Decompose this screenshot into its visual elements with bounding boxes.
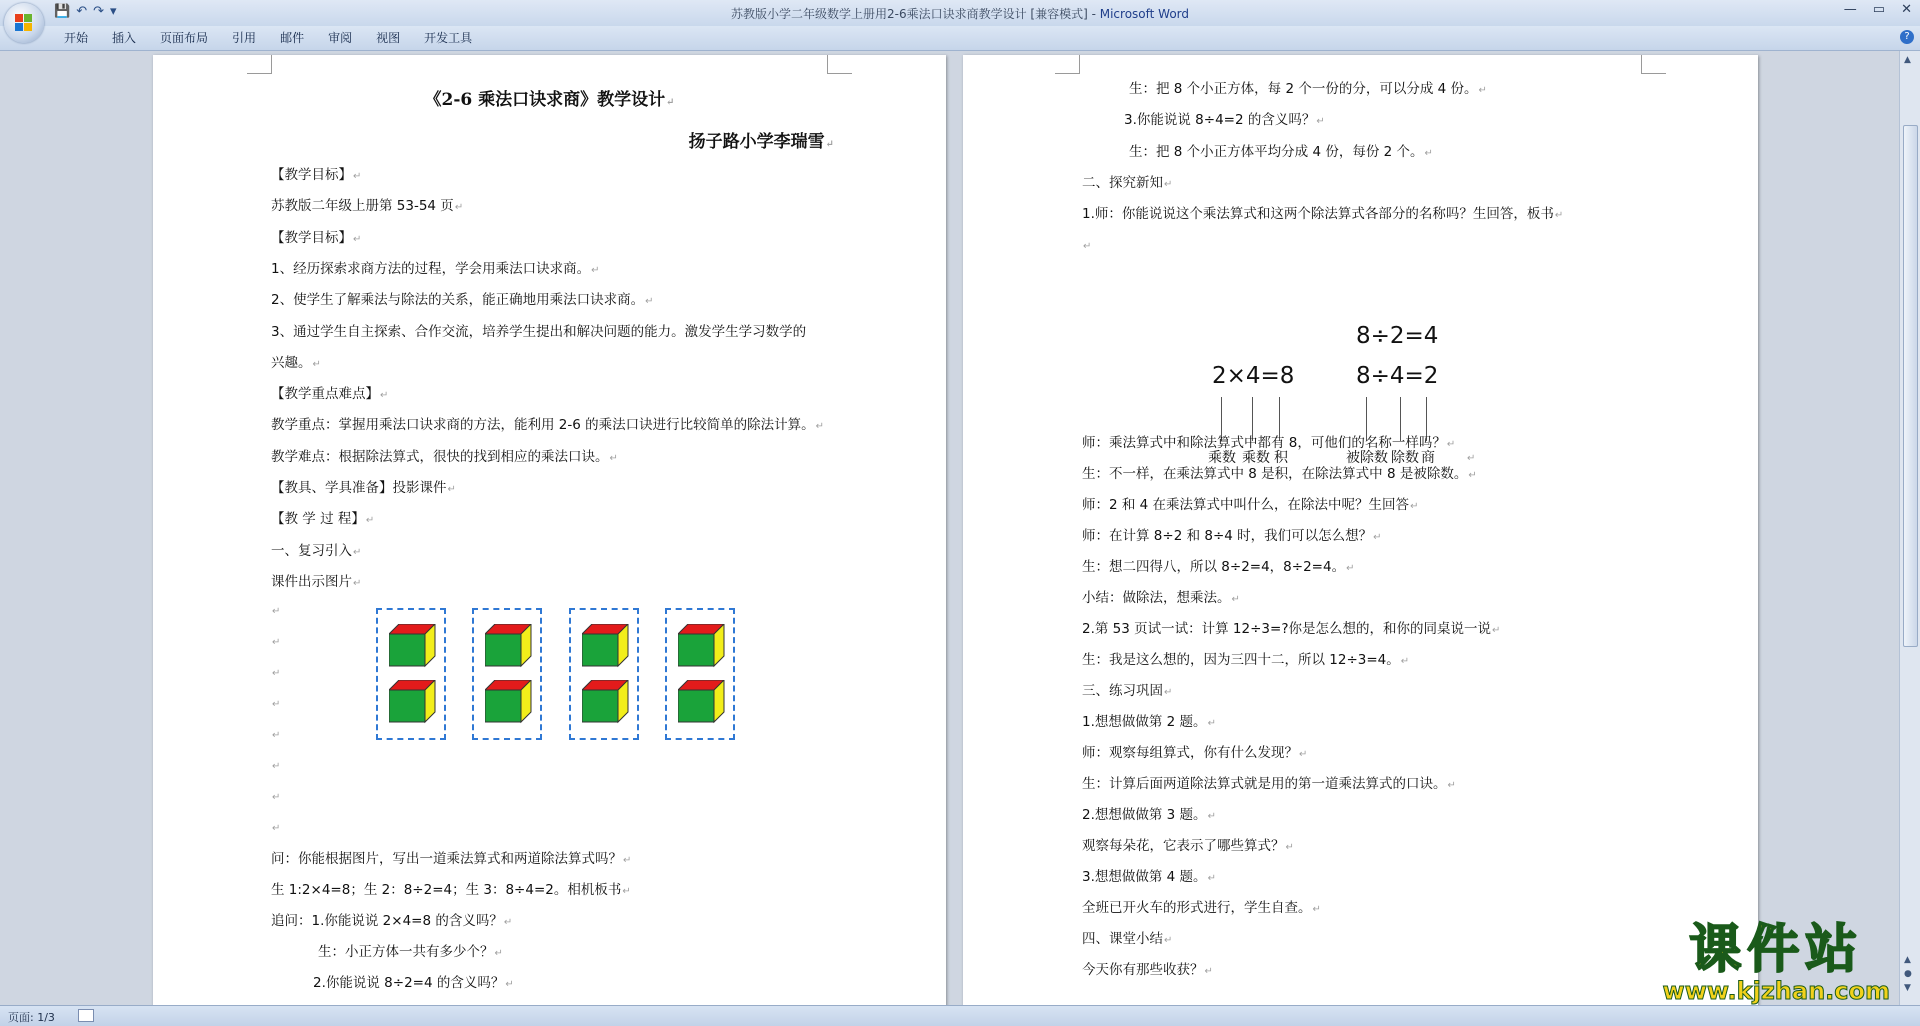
paragraph-mark: ↵ bbox=[609, 452, 618, 464]
paragraph-mark: ↵ bbox=[1164, 179, 1173, 190]
paragraph-mark: ↵ bbox=[1285, 842, 1294, 853]
save-icon[interactable]: 💾 bbox=[54, 4, 71, 19]
page-2 bbox=[963, 55, 1758, 1015]
crop-mark bbox=[1641, 55, 1666, 74]
paragraph-text: 四、课堂小结 bbox=[1082, 931, 1163, 947]
label-factor-1: 乘数 bbox=[1208, 450, 1236, 466]
paragraph-mark: ↵ bbox=[272, 668, 281, 679]
paragraph bbox=[271, 197, 463, 217]
paragraph-text: 追问：1.你能说说 2×4=8 的含义吗？ bbox=[271, 913, 503, 929]
paragraph-text: 【教具、学具准备】投影课件 bbox=[271, 480, 447, 496]
vertical-scrollbar[interactable] bbox=[1899, 51, 1920, 1005]
paragraph bbox=[271, 542, 361, 562]
office-logo-icon bbox=[15, 14, 33, 32]
paragraph-text: 生：把 8 个小正方体平均分成 4 份，每份 2 个。 bbox=[1129, 144, 1424, 160]
paragraph bbox=[1082, 837, 1294, 857]
cube-group bbox=[472, 608, 542, 740]
equation-figure bbox=[1208, 323, 1488, 483]
browse-object-icon[interactable]: ● bbox=[1904, 969, 1912, 979]
paragraph-text: 生：小正方体一共有多少个？ bbox=[318, 944, 494, 960]
paragraph-text: 生：我是这么想的，因为三四十二，所以 12÷3=4。 bbox=[1082, 652, 1400, 668]
paragraph bbox=[271, 416, 824, 436]
ribbon bbox=[0, 26, 1920, 51]
paragraph-text: 1、经历探索求商方法的过程，学会用乘法口诀求商。 bbox=[271, 260, 591, 277]
title-bar bbox=[0, 0, 1920, 26]
paragraph-mark: ↵ bbox=[1207, 873, 1216, 884]
paragraph-mark: ↵ bbox=[353, 577, 362, 589]
paragraph bbox=[1082, 961, 1213, 981]
paragraph-text: 生：计算后面两道除法算式就是用的第一道乘法算式的口诀。 bbox=[1082, 776, 1447, 792]
paragraph bbox=[1082, 930, 1172, 950]
cube-icon bbox=[678, 624, 726, 668]
empty-paragraph bbox=[271, 818, 280, 838]
paragraph bbox=[1082, 205, 1563, 225]
watermark-logo bbox=[1663, 922, 1890, 1004]
paragraph bbox=[271, 385, 388, 405]
paragraph-text: 【教学目标】 bbox=[271, 229, 352, 246]
paragraph-text: 三、练习巩固 bbox=[1082, 683, 1163, 699]
paragraph bbox=[271, 229, 361, 249]
quick-access-toolbar bbox=[54, 4, 117, 20]
paragraph-text: 小结：做除法，想乘法。 bbox=[1082, 590, 1231, 606]
ribbon-tab[interactable]: 开发工具 bbox=[424, 31, 473, 45]
maximize-button[interactable]: ▭ bbox=[1872, 2, 1886, 17]
empty-paragraph bbox=[271, 663, 280, 683]
window-controls bbox=[1844, 2, 1912, 17]
paragraph bbox=[271, 573, 361, 593]
paragraph-mark: ↵ bbox=[622, 886, 631, 897]
paragraph-mark: ↵ bbox=[1316, 116, 1325, 127]
paragraph-mark: ↵ bbox=[353, 546, 362, 558]
paragraph bbox=[318, 943, 503, 963]
paragraph bbox=[1082, 651, 1409, 671]
crop-mark bbox=[827, 55, 852, 74]
paragraph-mark: ↵ bbox=[1312, 904, 1321, 915]
paragraph bbox=[271, 510, 374, 530]
paragraph-text: 2.想想做做第 3 题。 bbox=[1082, 807, 1207, 823]
paragraph bbox=[1082, 620, 1500, 640]
empty-paragraph bbox=[271, 601, 280, 621]
cube-icon bbox=[485, 680, 533, 724]
crop-mark bbox=[247, 55, 272, 74]
paragraph-mark: ↵ bbox=[1299, 749, 1308, 760]
paragraph bbox=[271, 850, 631, 870]
paragraph-mark: ↵ bbox=[1204, 966, 1213, 977]
paragraph-mark: ↵ bbox=[312, 358, 321, 370]
label-factor-2: 乘数 bbox=[1242, 450, 1270, 466]
previous-page-icon[interactable]: ▲ bbox=[1904, 955, 1911, 965]
paragraph-mark: ↵ bbox=[454, 202, 464, 214]
paragraph-mark: ↵ bbox=[1231, 594, 1240, 605]
paragraph-mark: ↵ bbox=[666, 97, 675, 108]
paragraph bbox=[1082, 868, 1216, 888]
paragraph-text: 【教 学 过 程】 bbox=[271, 511, 365, 528]
paragraph-mark: ↵ bbox=[1446, 439, 1456, 450]
ribbon-tab[interactable]: 引用 bbox=[232, 31, 257, 45]
ribbon-tab[interactable]: 审阅 bbox=[328, 31, 353, 45]
scroll-thumb[interactable] bbox=[1903, 125, 1918, 647]
division-equation-1: 8÷2=4 bbox=[1356, 323, 1439, 349]
help-icon[interactable]: ? bbox=[1900, 30, 1914, 44]
paragraph bbox=[1082, 174, 1172, 194]
paragraph-text: 生：想二四得八，所以 8÷2=4，8÷2=4。 bbox=[1082, 559, 1346, 575]
paragraph-text: 2、使学生了解乘法与除法的关系，能正确地用乘法口诀求商。 bbox=[271, 292, 645, 309]
paragraph-mark: ↵ bbox=[1164, 687, 1173, 698]
crop-mark bbox=[1055, 55, 1080, 74]
ribbon-tab[interactable]: 邮件 bbox=[280, 31, 305, 45]
paragraph bbox=[1082, 527, 1382, 547]
paragraph-mark: ↵ bbox=[1478, 85, 1487, 96]
paragraph bbox=[271, 260, 599, 280]
empty-paragraph bbox=[271, 725, 280, 745]
paragraph-text: 观察每朵花，它表示了哪些算式？ bbox=[1082, 838, 1285, 854]
paragraph bbox=[1082, 558, 1354, 578]
paragraph-text: 2.第 53 页试一试：计算 12÷3=?你是怎么想的，和你的同桌说一说 bbox=[1082, 621, 1491, 637]
paragraph-mark: ↵ bbox=[503, 917, 513, 928]
cube-icon bbox=[582, 624, 630, 668]
paragraph bbox=[1129, 143, 1433, 163]
proofing-icon[interactable] bbox=[78, 1009, 94, 1022]
undo-icon[interactable]: ↶ bbox=[76, 4, 88, 19]
empty-paragraph bbox=[271, 694, 280, 714]
cube-icon bbox=[678, 680, 726, 724]
label-product: 积 bbox=[1274, 450, 1288, 466]
paragraph-text: 教学难点：根据除法算式，很快的找到相应的乘法口诀。 bbox=[271, 448, 609, 465]
paragraph bbox=[271, 448, 618, 468]
paragraph-mark: ↵ bbox=[1346, 563, 1355, 574]
ribbon-tab[interactable]: 页面布局 bbox=[160, 31, 209, 45]
paragraph bbox=[271, 912, 512, 932]
paragraph-text: 全班已开火车的形式进行，学生自查。 bbox=[1082, 900, 1312, 916]
paragraph bbox=[271, 166, 361, 186]
page-count[interactable]: 页面: 1/3 bbox=[8, 1011, 55, 1024]
paragraph-mark: ↵ bbox=[1492, 625, 1501, 636]
paragraph-mark: ↵ bbox=[380, 390, 389, 402]
paragraph-text: 兴趣。 bbox=[271, 354, 312, 371]
cube-group bbox=[569, 608, 639, 740]
paragraph-mark: ↵ bbox=[591, 264, 600, 276]
paragraph-mark: ↵ bbox=[272, 730, 281, 741]
paragraph-mark: ↵ bbox=[1207, 718, 1216, 729]
paragraph-text: 今天你有那些收获？ bbox=[1082, 962, 1204, 978]
document-title: 苏教版小学二年级数学上册用2-6乘法口诀求商教学设计 [兼容模式] - bbox=[730, 7, 1100, 21]
paragraph-mark: ↵ bbox=[353, 233, 362, 245]
paragraph-mark: ↵ bbox=[825, 139, 834, 150]
paragraph-text: 生：把 8 个小正方体，每 2 个一份的分，可以分成 4 份。 bbox=[1129, 81, 1478, 97]
paragraph-mark: ↵ bbox=[1410, 501, 1419, 512]
paragraph-mark: ↵ bbox=[353, 171, 362, 182]
office-button[interactable] bbox=[4, 3, 44, 43]
paragraph-text: 2.你能说说 8÷2=4 的含义吗？ bbox=[313, 975, 505, 991]
paragraph bbox=[271, 291, 653, 311]
paragraph bbox=[1082, 682, 1172, 702]
cube-icon bbox=[389, 624, 437, 668]
paragraph bbox=[1129, 80, 1487, 100]
author-text: 扬子路小学李瑞雪 bbox=[688, 132, 825, 152]
close-button[interactable]: ✕ bbox=[1901, 2, 1912, 17]
paragraph-mark: ↵ bbox=[272, 606, 281, 617]
paragraph-text: 苏教版二年级上册第 53-54 页 bbox=[271, 198, 454, 215]
paragraph-text: 3.你能说说 8÷4=2 的含义吗？ bbox=[1124, 112, 1316, 128]
paragraph-mark: ↵ bbox=[623, 855, 632, 866]
label-dividend: 被除数 bbox=[1346, 450, 1388, 466]
paragraph-text: 生 1:2×4=8；生 2：8÷2=4；生 3：8÷4=2。相机板书 bbox=[271, 882, 622, 898]
paragraph bbox=[1082, 589, 1240, 609]
paragraph-text: 1.师：你能说说这个乘法算式和这两个除法算式各部分的名称吗？生回答，板书 bbox=[1082, 206, 1554, 222]
paragraph-text: 师：乘法算式中和除法算式中都有 8，可他们的名称一样吗？ bbox=[1082, 435, 1446, 451]
page-1 bbox=[153, 55, 946, 1015]
cube-icon bbox=[582, 680, 630, 724]
paragraph-mark: ↵ bbox=[1164, 935, 1173, 946]
empty-paragraph bbox=[271, 632, 280, 652]
paragraph bbox=[1082, 899, 1321, 919]
paragraph-text: 课件出示图片 bbox=[271, 573, 352, 590]
paragraph-mark: ↵ bbox=[272, 792, 281, 803]
window-title bbox=[0, 5, 1920, 22]
minimize-button[interactable]: — bbox=[1843, 2, 1857, 17]
paragraph-mark: ↵ bbox=[815, 421, 825, 433]
paragraph-mark: ↵ bbox=[1400, 656, 1410, 667]
paragraph-text: 3.想想做做第 4 题。 bbox=[1082, 869, 1207, 885]
paragraph-text: 生：不一样，在乘法算式中 8 是积，在除法算式中 8 是被除数。 bbox=[1082, 466, 1468, 482]
paragraph bbox=[1082, 465, 1477, 485]
document-heading bbox=[153, 85, 946, 110]
paragraph-mark: ↵ bbox=[505, 979, 514, 990]
document-author bbox=[689, 127, 834, 152]
watermark-text: 课件站 bbox=[1689, 920, 1864, 980]
paragraph bbox=[271, 323, 806, 341]
paragraph-mark: ↵ bbox=[1468, 470, 1477, 481]
label-divisor: 除数 bbox=[1391, 450, 1419, 466]
multiplication-equation: 2×4=8 bbox=[1212, 363, 1295, 389]
empty-paragraph bbox=[271, 756, 280, 776]
paragraph-mark: ↵ bbox=[272, 637, 281, 648]
paragraph bbox=[271, 881, 631, 901]
heading-text: 《2-6 乘法口诀求商》教学设计 bbox=[424, 90, 666, 110]
cube-icon bbox=[389, 680, 437, 724]
paragraph-text: 师：在计算 8÷2 和 8÷4 时，我们可以怎么想？ bbox=[1082, 528, 1373, 544]
paragraph bbox=[1082, 713, 1216, 733]
empty-paragraph bbox=[1082, 236, 1091, 256]
paragraph bbox=[1124, 111, 1325, 131]
paragraph bbox=[1082, 775, 1456, 795]
scroll-up-icon[interactable]: ▲ bbox=[1904, 55, 1911, 65]
paragraph-mark: ↵ bbox=[447, 484, 456, 495]
watermark-url: www.kjzhan.com bbox=[1662, 977, 1890, 1005]
paragraph-text: 师：观察每组算式，你有什么发现？ bbox=[1082, 745, 1298, 761]
paragraph-text: 1.想想做做第 2 题。 bbox=[1082, 714, 1207, 730]
paragraph bbox=[271, 354, 321, 374]
paragraph-mark: ↵ bbox=[1083, 241, 1092, 252]
paragraph-mark: ↵ bbox=[272, 761, 281, 772]
next-page-icon[interactable]: ▼ bbox=[1904, 983, 1911, 993]
ribbon-tab[interactable]: 视图 bbox=[376, 31, 401, 45]
paragraph-mark: ↵ bbox=[1467, 453, 1476, 464]
ribbon-tab[interactable]: 开始 bbox=[64, 31, 89, 45]
paragraph-mark: ↵ bbox=[365, 515, 375, 527]
paragraph-mark: ↵ bbox=[1373, 532, 1382, 543]
paragraph bbox=[313, 974, 514, 994]
cube-group bbox=[665, 608, 735, 740]
paragraph-mark: ↵ bbox=[272, 823, 281, 834]
label-quotient: 商 bbox=[1421, 450, 1435, 466]
paragraph bbox=[1082, 434, 1455, 454]
paragraph-mark: ↵ bbox=[494, 948, 503, 959]
ribbon-tabs bbox=[52, 30, 484, 46]
paragraph-mark: ↵ bbox=[1554, 210, 1564, 221]
division-equation-2: 8÷4=2 bbox=[1356, 363, 1439, 389]
ribbon-tab[interactable]: 插入 bbox=[112, 31, 137, 45]
paragraph-mark: ↵ bbox=[645, 296, 654, 308]
status-bar bbox=[0, 1005, 1920, 1026]
paragraph bbox=[1082, 806, 1216, 826]
cube-icon bbox=[485, 624, 533, 668]
paragraph-text: 问：你能根据图片，写出一道乘法算式和两道除法算式吗？ bbox=[271, 851, 622, 867]
app-name: Microsoft Word bbox=[1099, 7, 1190, 21]
paragraph bbox=[1082, 496, 1418, 516]
paragraph-text: 教学重点：掌握用乘法口诀求商的方法，能利用 2-6 的乘法口诀进行比较简单的除法计算。 bbox=[271, 417, 815, 434]
paragraph-mark: ↵ bbox=[1447, 780, 1456, 791]
paragraph-text: 二、探究新知 bbox=[1082, 175, 1163, 191]
paragraph-text: 一、复习引入 bbox=[271, 542, 352, 559]
empty-paragraph bbox=[271, 787, 280, 807]
paragraph-text: 【教学目标】 bbox=[271, 167, 352, 183]
paragraph bbox=[1082, 744, 1307, 764]
paragraph-mark: ↵ bbox=[1207, 811, 1216, 822]
paragraph-text: 师：2 和 4 在乘法算式中叫什么，在除法中呢？生回答 bbox=[1082, 497, 1410, 513]
cube-group bbox=[376, 608, 446, 740]
paragraph-text: 3、通过学生自主探索、合作交流，培养学生提出和解决问题的能力。激发学生学习数学的 bbox=[271, 323, 807, 340]
redo-icon[interactable]: ↷ bbox=[93, 4, 104, 19]
paragraph bbox=[271, 479, 456, 499]
paragraph-mark: ↵ bbox=[1424, 148, 1433, 159]
paragraph-text: 【教学重点难点】 bbox=[271, 386, 379, 403]
paragraph-mark: ↵ bbox=[272, 699, 281, 710]
customize-qat-icon[interactable]: ▾ bbox=[110, 4, 117, 19]
